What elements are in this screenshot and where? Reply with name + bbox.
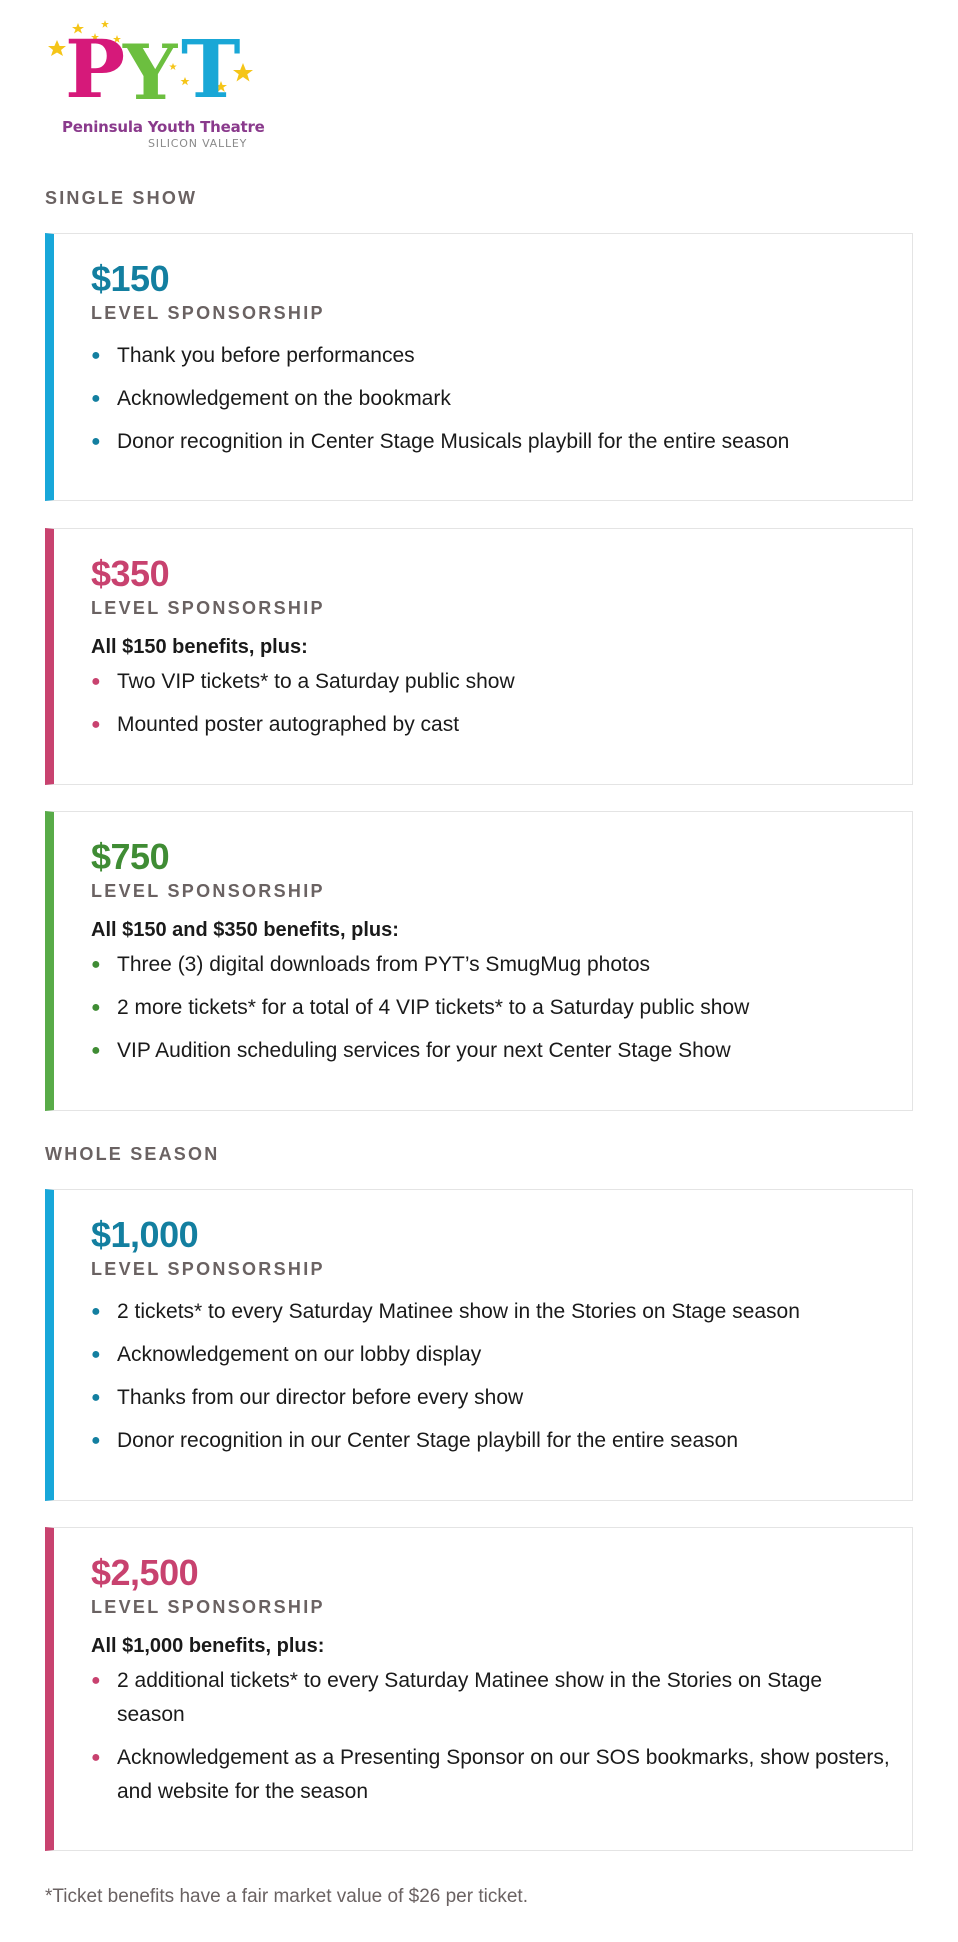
footnote: *Ticket benefits have a fair market value of $26 per ticket. — [45, 1886, 528, 1907]
tier-level-label: LEVEL SPONSORSHIP — [91, 1597, 325, 1617]
logo-letter-y: Y — [123, 28, 178, 115]
bullet-icon: ● — [91, 390, 101, 407]
tier-price: $150 — [91, 258, 170, 299]
benefit-text: 2 more tickets* for a total of 4 VIP tickets* to a Saturday public show — [117, 996, 750, 1019]
list-item — [91, 1424, 892, 1458]
list-item — [91, 991, 892, 1025]
bullet-icon: ● — [91, 1432, 101, 1449]
tier-price: $1,000 — [91, 1214, 199, 1255]
tier-level-label: LEVEL SPONSORSHIP — [91, 598, 325, 618]
bullet-icon: ● — [91, 673, 101, 690]
list-item — [91, 708, 892, 742]
pyt-logo-mark — [45, 15, 275, 115]
tier-level-label: LEVEL SPONSORSHIP — [91, 303, 325, 323]
tier-card-2500 — [45, 1527, 913, 1851]
tier-card-1000 — [45, 1189, 913, 1501]
tier-card-150 — [45, 233, 913, 501]
benefit-text: VIP Audition scheduling services for your next Center Stage Show — [117, 1039, 731, 1062]
list-item — [91, 1664, 892, 1732]
benefit-text: Donor recognition in Center Stage Musicals playbill for the entire season — [117, 430, 790, 453]
list-item — [91, 339, 892, 373]
bullet-icon: ● — [91, 1303, 101, 1320]
list-item — [91, 1381, 892, 1415]
bullet-icon: ● — [91, 956, 101, 973]
logo-name: Peninsula Youth Theatre — [62, 118, 265, 136]
list-item — [91, 1741, 892, 1809]
benefit-text: Acknowledgement on the bookmark — [117, 387, 451, 410]
section-heading-whole-season: WHOLE SEASON — [45, 1144, 220, 1164]
list-item — [91, 948, 892, 982]
list-item — [91, 665, 892, 699]
list-item — [91, 1034, 892, 1068]
benefit-text: Acknowledgement on our lobby display — [117, 1343, 482, 1366]
section-heading-single-show: SINGLE SHOW — [45, 188, 198, 208]
tier-price: $2,500 — [91, 1552, 199, 1593]
tier-lead-text: All $150 and $350 benefits, plus: — [91, 919, 399, 941]
benefit-text: Donor recognition in our Center Stage playbill for the entire season — [117, 1429, 739, 1452]
benefit-text: Three (3) digital downloads from PYT’s SmugMug photos — [117, 953, 651, 976]
bullet-icon: ● — [91, 433, 101, 450]
benefit-list — [91, 1664, 892, 1809]
benefit-text: 2 additional tickets* to every Saturday Matinee show in the Stories on Stage season — [117, 1669, 823, 1726]
tier-price: $750 — [91, 836, 170, 877]
logo-letter-p: P — [65, 22, 126, 115]
tier-lead-text: All $1,000 benefits, plus: — [91, 1635, 325, 1657]
list-item — [91, 382, 892, 416]
benefit-text: Thank you before performances — [117, 344, 415, 367]
bullet-icon: ● — [91, 1042, 101, 1059]
bullet-icon: ● — [91, 1749, 101, 1766]
tier-price: $350 — [91, 553, 170, 594]
tier-level-label: LEVEL SPONSORSHIP — [91, 881, 325, 901]
list-item — [91, 1338, 892, 1372]
benefit-list — [91, 665, 892, 742]
list-item — [91, 1295, 892, 1329]
tier-lead-text: All $150 benefits, plus: — [91, 636, 308, 658]
pyt-logo — [45, 15, 275, 155]
bullet-icon: ● — [91, 716, 101, 733]
list-item — [91, 425, 892, 459]
benefit-text: Acknowledgement as a Presenting Sponsor on our SOS bookmarks, show posters, and website for the season — [117, 1746, 890, 1803]
benefit-text: Mounted poster autographed by cast — [117, 713, 460, 736]
bullet-icon: ● — [91, 1389, 101, 1406]
tier-level-label: LEVEL SPONSORSHIP — [91, 1259, 325, 1279]
benefit-list — [91, 339, 892, 459]
tier-card-750 — [45, 811, 913, 1111]
bullet-icon: ● — [91, 1346, 101, 1363]
bullet-icon: ● — [91, 999, 101, 1016]
bullet-icon: ● — [91, 347, 101, 364]
benefit-text: 2 tickets* to every Saturday Matinee show in the Stories on Stage season — [117, 1300, 800, 1323]
logo-subtitle: SILICON VALLEY — [148, 137, 248, 150]
bullet-icon: ● — [91, 1672, 101, 1689]
benefit-list — [91, 1295, 892, 1458]
benefit-text: Two VIP tickets* to a Saturday public show — [117, 670, 515, 693]
star-icon — [48, 40, 66, 56]
tier-card-350 — [45, 528, 913, 785]
logo-letter-t: T — [181, 22, 241, 115]
benefit-list — [91, 948, 892, 1068]
benefit-text: Thanks from our director before every show — [117, 1386, 524, 1409]
